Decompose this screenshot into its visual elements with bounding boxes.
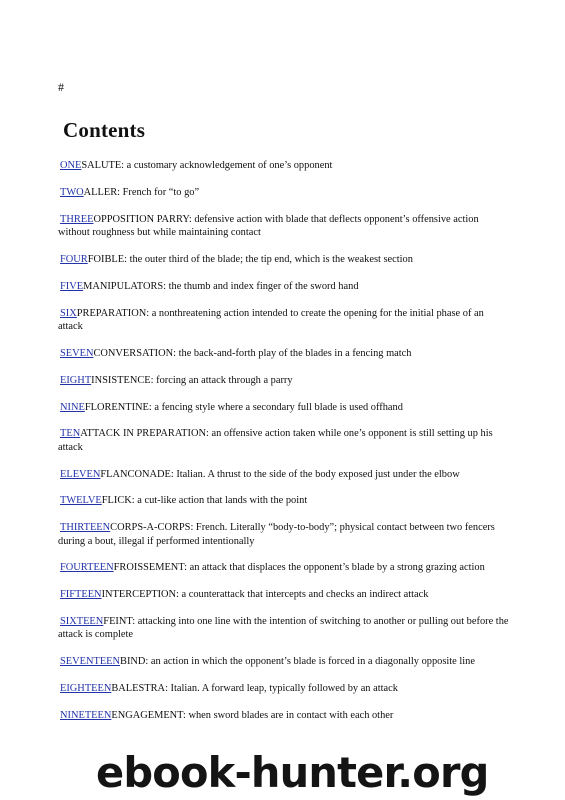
toc-link-nine[interactable]: NINE xyxy=(60,401,85,413)
toc-entry-definition: INSISTENCE: forcing an attack through a parry xyxy=(91,374,293,386)
toc-entry xyxy=(58,213,510,239)
toc-entry xyxy=(58,494,510,507)
toc-entry xyxy=(58,468,510,481)
toc-link-three[interactable]: THREE xyxy=(60,213,94,225)
toc-entry xyxy=(58,374,510,387)
toc-link-five[interactable]: FIVE xyxy=(60,280,84,292)
toc-entry xyxy=(58,347,510,360)
toc-entry xyxy=(58,682,510,695)
toc-entry-definition: BIND: an action in which the opponent’s blade is forced in a diagonally opposite line xyxy=(120,656,475,668)
toc-link-eleven[interactable]: ELEVEN xyxy=(60,468,101,480)
toc-entry-definition: BALESTRA: Italian. A forward leap, typically followed by an attack xyxy=(111,683,398,695)
toc-link-two[interactable]: TWO xyxy=(60,186,84,198)
toc-link-seven[interactable]: SEVEN xyxy=(60,347,94,359)
toc-link-seventeen[interactable]: SEVENTEEN xyxy=(60,656,121,668)
hash-marker: # xyxy=(58,80,64,94)
toc-link-eight[interactable]: EIGHT xyxy=(60,374,92,386)
toc-entry-definition: ALLER: French for “to go” xyxy=(83,186,200,198)
toc-entry xyxy=(58,521,510,547)
toc-entry-definition: SALUTE: a customary acknowledgement of one’s opponent xyxy=(81,160,333,171)
toc-link-thirteen[interactable]: THIRTEEN xyxy=(60,522,111,534)
toc-entry-definition: CONVERSATION: the back-and-forth play of the blades in a fencing match xyxy=(93,347,412,359)
toc-entry-definition: FOIBLE: the outer third of the blade; the tip end, which is the weakest section xyxy=(87,253,413,265)
toc-link-one[interactable]: ONE xyxy=(60,160,82,171)
toc-entry-definition: FROISSEMENT: an attack that displaces the opponent’s blade by a strong grazing action xyxy=(113,562,485,574)
watermark: ebook-hunter.org xyxy=(96,748,489,797)
toc-entry-definition: INTERCEPTION: a counterattack that intercepts and checks an indirect attack xyxy=(101,589,429,601)
toc-entry-definition: ENGAGEMENT: when sword blades are in contact with each other xyxy=(111,710,394,722)
toc-entry xyxy=(58,307,510,333)
toc-entry-definition: MANIPULATORS: the thumb and index finger of the sword hand xyxy=(83,280,359,292)
toc-entry xyxy=(58,561,510,574)
toc-link-twelve[interactable]: TWELVE xyxy=(60,495,102,507)
toc-entry-definition: FLANCONADE: Italian. A thrust to the side of the body exposed just under the elbow xyxy=(100,468,460,480)
toc-link-six[interactable]: SIX xyxy=(60,307,77,319)
toc-entry xyxy=(58,186,510,199)
toc-link-fourteen[interactable]: FOURTEEN xyxy=(60,562,114,574)
toc-entry-definition: FLICK: a cut-like action that lands with the point xyxy=(101,495,308,507)
toc-entry xyxy=(58,709,510,722)
table-of-contents xyxy=(58,159,510,736)
toc-link-eighteen[interactable]: EIGHTEEN xyxy=(60,683,112,695)
page-title: Contents xyxy=(63,118,146,142)
toc-entry-definition: CORPS-A-CORPS: French. Literally “body-to-body”; physical contact between two fencers during a bout, illegal if performed intentionally xyxy=(58,522,495,547)
toc-link-four[interactable]: FOUR xyxy=(60,253,88,265)
toc-entry xyxy=(58,401,510,414)
toc-entry xyxy=(58,280,510,293)
toc-link-nineteen[interactable]: NINETEEN xyxy=(60,710,112,722)
toc-entry-definition: OPPOSITION PARRY: defensive action with blade that deflects opponent’s offensive action without roughness but while maintaining contact xyxy=(58,213,479,238)
toc-link-ten[interactable]: TEN xyxy=(60,428,81,440)
toc-entry xyxy=(58,159,510,172)
toc-entry-definition: PREPARATION: a nonthreatening action intended to create the opening for the initial phase of an attack xyxy=(58,307,484,332)
toc-entry xyxy=(58,615,510,641)
toc-entry xyxy=(58,588,510,601)
toc-entry-definition: FEINT: attacking into one line with the intention of switching to another or pulling out before the attack is complete xyxy=(58,616,509,641)
toc-entry xyxy=(58,253,510,266)
toc-entry-definition: FLORENTINE: a fencing style where a secondary full blade is used offhand xyxy=(84,401,403,413)
toc-link-sixteen[interactable]: SIXTEEN xyxy=(60,616,104,628)
toc-entry xyxy=(58,427,510,453)
toc-link-fifteen[interactable]: FIFTEEN xyxy=(60,589,102,601)
toc-entry-definition: ATTACK IN PREPARATION: an offensive action taken while one’s opponent is still setting up his attack xyxy=(58,428,493,453)
toc-entry xyxy=(58,655,510,668)
